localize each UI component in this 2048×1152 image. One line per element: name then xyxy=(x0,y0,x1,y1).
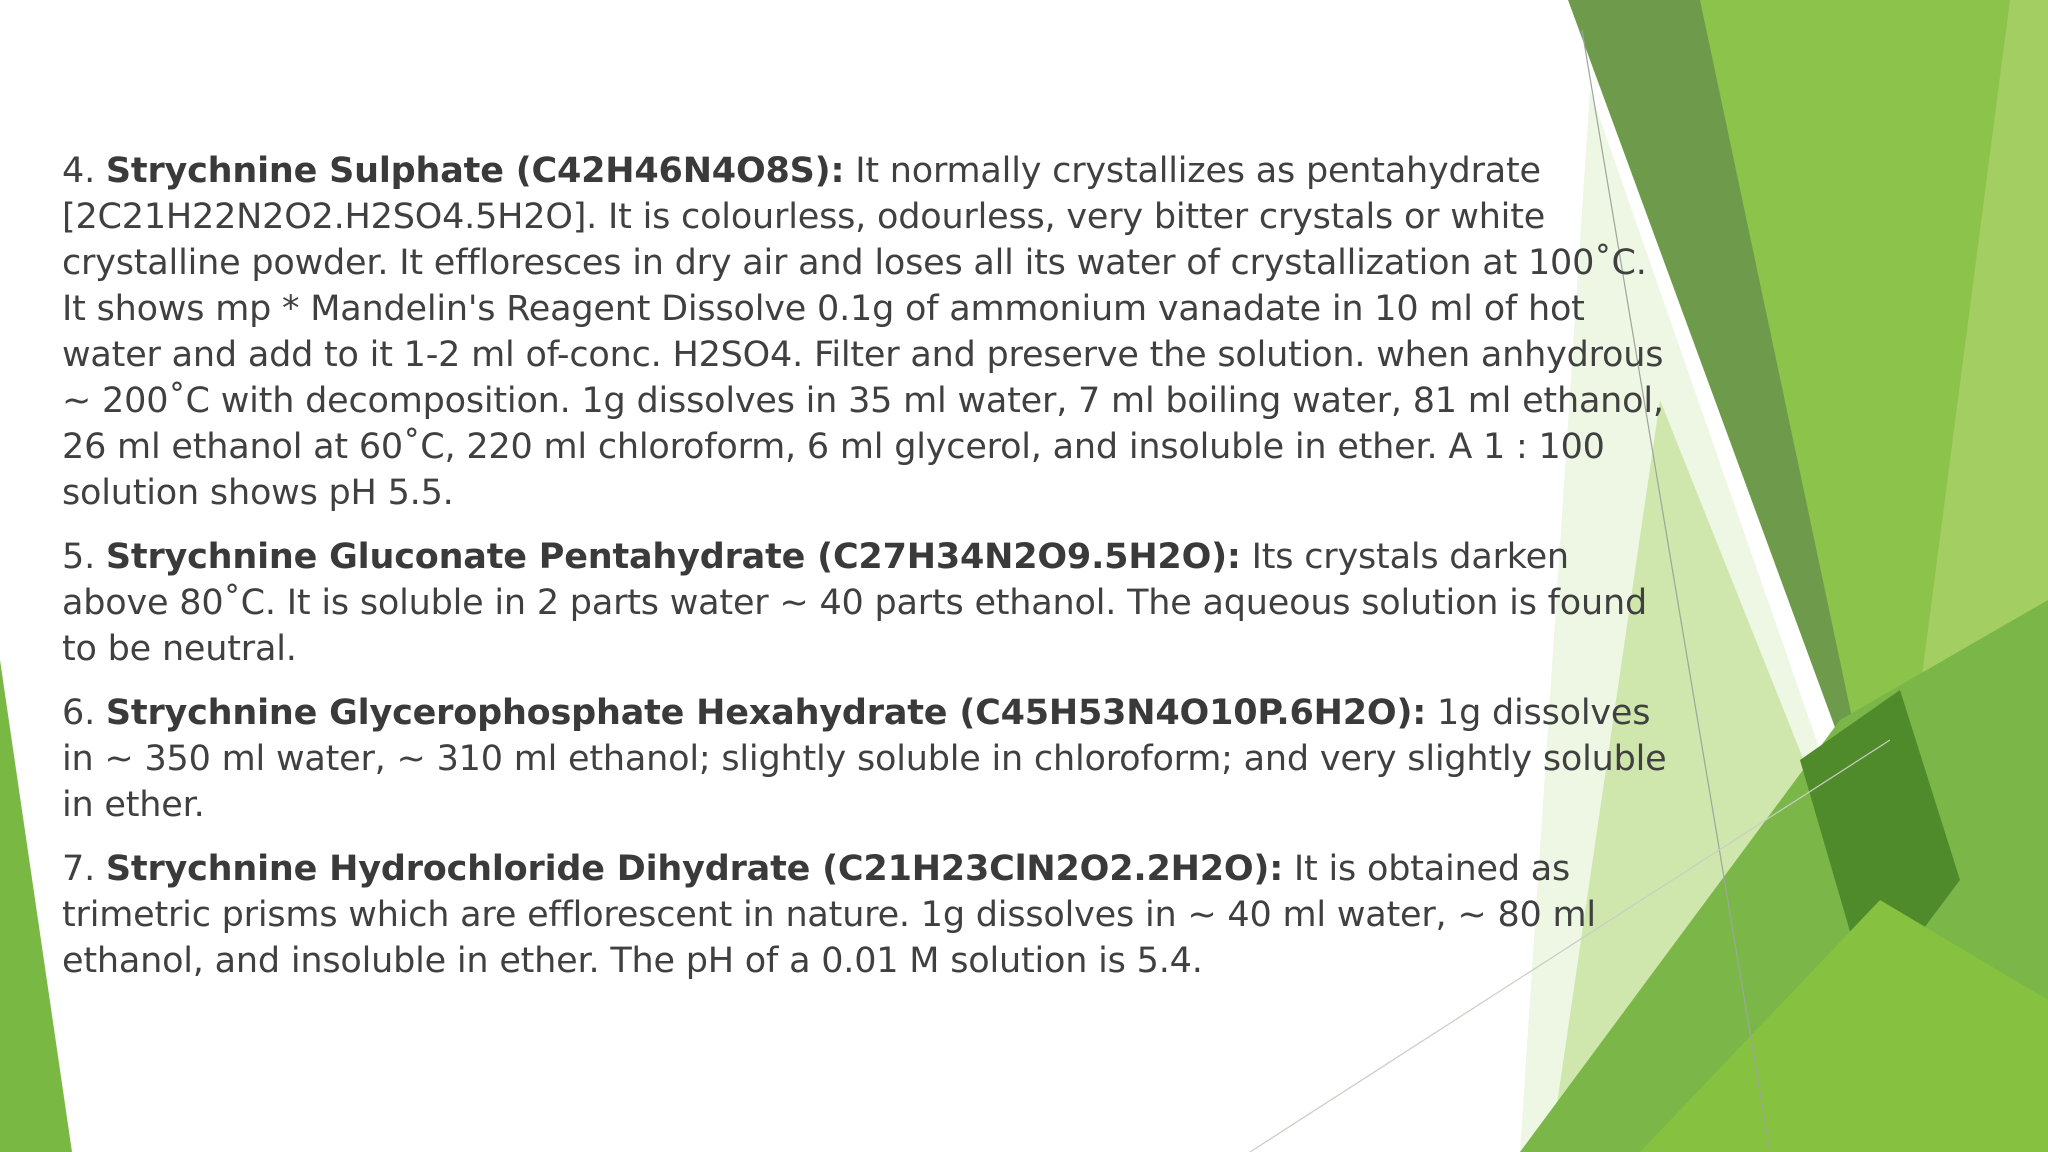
item-body: It is obtained as trimetric prisms which are efflorescent in nature. 1g dissolves in ~ 40 ml water, ~ 80 ml ethanol, and insoluble in ether. The pH of a 0.01 M solution is 5.4. xyxy=(62,849,1596,981)
item-title: Strychnine Gluconate Pentahydrate (C27H34N2O9.5H2O): xyxy=(105,537,1241,577)
paragraph-strychnine-hydrochloride xyxy=(62,846,1672,984)
item-body: 1g dissolves in ~ 350 ml water, ~ 310 ml ethanol; slightly soluble in chloroform; and very slightly soluble in ether. xyxy=(62,693,1667,825)
item-number: 7. xyxy=(62,849,106,889)
item-title: Strychnine Glycerophosphate Hexahydrate (C45H53N4O10P.6H2O): xyxy=(105,693,1427,733)
paragraph-strychnine-sulphate xyxy=(62,148,1672,516)
paragraph-strychnine-gluconate xyxy=(62,534,1672,672)
item-body: It normally crystallizes as pentahydrate [2C21H22N2O2.H2SO4.5H2O]. It is colourless, odourless, very bitter crystals or white crystalline powder. It effloresces in dry air and loses all its water of crystallization at 100˚C. It shows mp * Mandelin's Reagent Dissolve 0.1g of ammonium vanadate in 10 ml of hot water and add to it 1-2 ml of-conc. H2SO4. Filter and preserve the solution. when anhydrous ~ 200˚C with decomposition. 1g dissolves in 35 ml water, 7 ml boiling water, 81 ml ethanol, 26 ml ethanol at 60˚C, 220 ml chloroform, 6 ml glycerol, and insoluble in ether. A 1 : 100 solution shows pH 5.5. xyxy=(62,151,1664,513)
item-number: 4. xyxy=(62,151,106,191)
paragraph-strychnine-glycerophosphate xyxy=(62,690,1672,828)
slide-body xyxy=(62,148,1672,1002)
item-title: Strychnine Sulphate (C42H46N4O8S): xyxy=(105,151,845,191)
item-number: 5. xyxy=(62,537,106,577)
item-body: Its crystals darken above 80˚C. It is soluble in 2 parts water ~ 40 parts ethanol. The aqueous solution is found to be neutral. xyxy=(62,537,1647,669)
item-title: Strychnine Hydrochloride Dihydrate (C21H23ClN2O2.2H2O): xyxy=(105,849,1283,889)
item-number: 6. xyxy=(62,693,106,733)
